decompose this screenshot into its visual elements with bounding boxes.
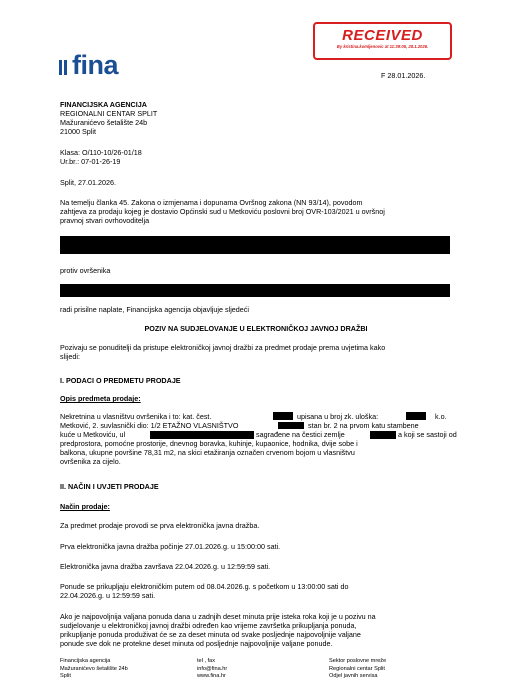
desc-line-3c: a koji se sastoji od: [398, 430, 457, 439]
logo-text: fina: [72, 50, 119, 80]
fina-logo: [59, 50, 118, 80]
desc-line-1b: upisana u broj zk. uloška:: [297, 412, 379, 421]
sale-para-5d: ponude sve dok ne protekne deset minuta od posljednje najpovoljnije valjane ponude.: [60, 639, 333, 648]
desc-line-1c: k.o.: [435, 412, 447, 421]
section1-title: I. PODACI O PREDMETU PRODAJE: [60, 376, 181, 385]
intro-line-1: Na temelju članka 45. Zakona o izmjenama i dopunama Ovršnog zakona (NN 93/14), povodom: [60, 198, 363, 207]
desc-line-1a: Nekretnina u vlasništvu ovršenika i to: kat. čest.: [60, 412, 212, 421]
footer-col-1: [60, 658, 128, 681]
stamp-title: RECEIVED: [342, 27, 423, 44]
section2-title: II. NAČIN I UVJETI PRODAJE: [60, 482, 159, 491]
footer-col-3: [329, 658, 386, 681]
redaction-creditor: [60, 236, 450, 254]
protiv-text: protiv ovršenika: [60, 266, 111, 275]
main-title: POZIV NA SUDJELOVANJE U ELEKTRONIČKOJ JAVNOJ DRAŽBI: [144, 324, 368, 333]
sender-name: FINANCIJSKA AGENCIJA: [60, 100, 147, 109]
intro-line-3: pravnoj stvari ovrhovoditelja: [60, 216, 150, 225]
footer-address: Mažuranićevo šetalište 24b: [60, 665, 128, 672]
desc-line-5: balkona, ukupne površine 78,31 m2, na skici etažiranja označen crvenom bojom u vlasništvu: [60, 448, 355, 457]
footer-col-2: [197, 658, 227, 681]
footer-phone: tel , fax: [197, 658, 216, 664]
radi-text: radi prisilne naplate, Financijska agencija objavljuje sljedeći: [60, 305, 249, 314]
desc-line-2a: Metković, 2. suvlasnički dio: 1/2 ETAŽNO VLASNIŠTVO: [60, 421, 239, 430]
redaction-cadastral: [273, 412, 293, 420]
date-place: Split, 27.01.2026.: [60, 178, 116, 187]
section1-subtitle: Opis predmeta prodaje:: [60, 394, 141, 403]
sale-para-5a: Ako je najpovoljnija valjana ponuda dana u zadnjih deset minuta prije isteka roka koji je u pozivu na: [60, 612, 376, 621]
sale-para-1: Za predmet prodaje provodi se prva elektronička javna dražba.: [60, 521, 260, 530]
poziv-line-2: slijedi:: [60, 352, 80, 361]
sale-para-4b: 22.04.2026.g. u 12:59:59 sati.: [60, 591, 156, 600]
redaction-street: [150, 431, 254, 439]
footer-org: Financijska agencija: [60, 658, 111, 664]
footer-email: info@fina.hr: [197, 665, 228, 672]
redaction-parcel: [370, 431, 396, 439]
redaction-land-register: [406, 412, 426, 420]
footer-sector: Sektor poslovne mreže: [329, 658, 387, 664]
logo-bars-icon: [59, 60, 67, 75]
sale-para-2: Prva elektronička javna dražba počinje 27.01.2026.g. u 15:00:00 sati.: [60, 542, 281, 551]
sender-street: Mažuranićevo šetalište 24b: [60, 118, 148, 127]
redaction-debtor: [60, 284, 450, 297]
received-stamp: [313, 22, 452, 60]
sale-para-4a: Ponude se prikupljaju elektroničkim putem od 08.04.2026.g. s početkom u 13:00:00 sati do: [60, 582, 349, 591]
desc-line-3a: kuće u Metkoviću, ul: [60, 430, 126, 439]
footer-department: Odjel javnih servisa: [329, 673, 378, 680]
desc-line-6: ovršenika za cijelo.: [60, 457, 121, 466]
sender-city: 21000 Split: [60, 127, 96, 136]
stamp-subtitle: By kristina.komljenovic at 11:39:05, 28.1.2026.: [336, 44, 429, 49]
urbr: Ur.br.: 07-01-26-19: [60, 157, 121, 166]
footer-web: www.fina.hr: [197, 673, 226, 680]
footer-city: Split: [60, 673, 71, 680]
sale-para-3: Elektronička javna dražba završava 22.04.2026.g. u 12:59:59 sati.: [60, 562, 271, 571]
desc-line-2b: stan br. 2 na prvom katu stambene: [308, 421, 419, 430]
document-reference: F 28.01.2026.: [381, 71, 426, 80]
sender-unit: REGIONALNI CENTAR SPLIT: [60, 109, 158, 118]
section2-subtitle: Način prodaje:: [60, 502, 110, 511]
poziv-line-1: Pozivaju se ponuditelji da pristupe elektroničkoj javnoj dražbi za predmet prodaje prema uvjetima kako: [60, 343, 386, 352]
desc-line-3b: sagrađene na čestici zemlje: [256, 430, 345, 439]
footer-regional: Regionalni centar Split: [329, 665, 385, 672]
redaction-ownership: [278, 422, 304, 429]
klasa: Klasa: O/110-10/26-01/18: [60, 148, 142, 157]
sale-para-5b: sudjelovanje u elektroničkoj javnoj dražbi određen kao vrijeme završetka prikupljanja ponuda,: [60, 621, 357, 630]
intro-line-2: zahtjeva za prodaju kojeg je dostavio Općinski sud u Metkoviću poslovni broj OVR-103/2021 u ovršnoj: [60, 207, 385, 216]
sale-para-5c: prikupljanje ponuda produživat će se za deset minuta od svake posljednje najpovoljnije valjane: [60, 630, 361, 639]
desc-line-4: predprostora, pomoćne prostorije, dnevnog boravka, kuhinje, kupaonice, hodnika, dvije sobe i: [60, 439, 358, 448]
